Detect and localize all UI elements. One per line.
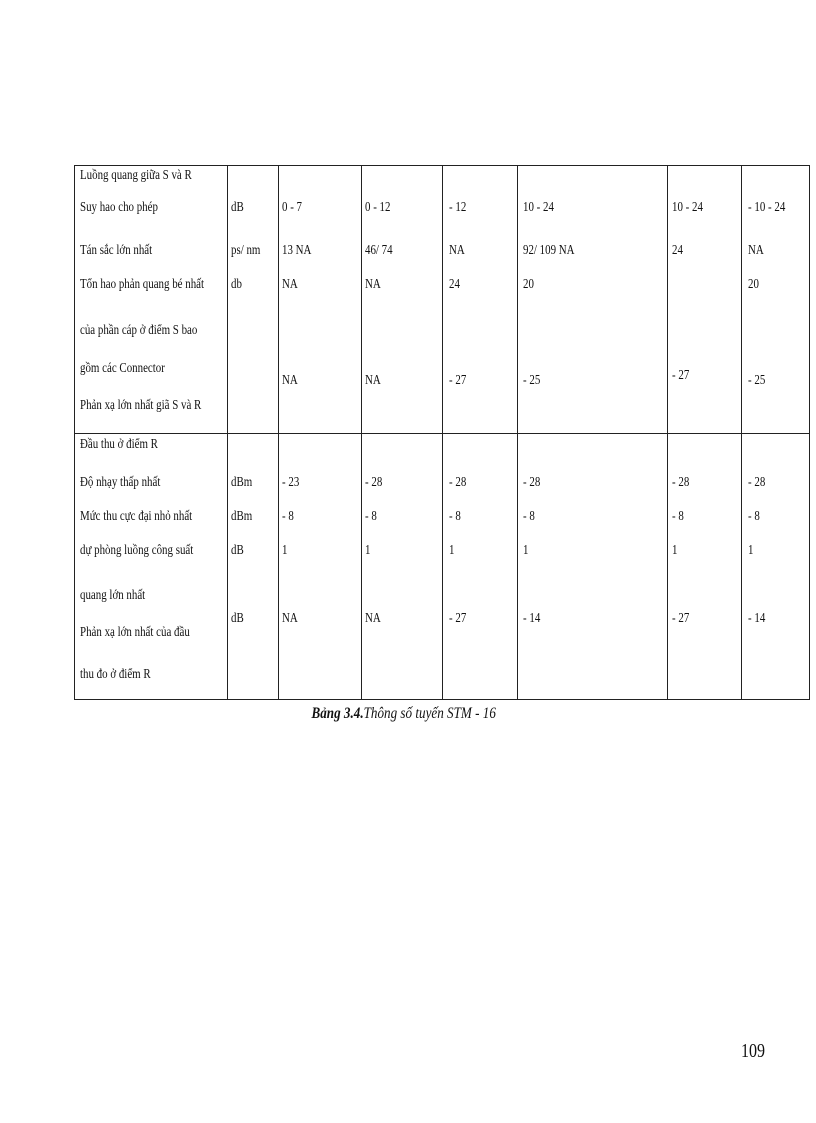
value-cell: - 27 bbox=[672, 611, 690, 626]
value-cell: NA bbox=[282, 611, 298, 626]
value-cell: - 23 bbox=[282, 475, 300, 490]
value-cell: - 28 bbox=[449, 475, 467, 490]
row-label: Phản xạ lớn nhất giã S và R bbox=[80, 398, 202, 413]
column-divider bbox=[741, 166, 742, 699]
value-cell: - 27 bbox=[449, 611, 467, 626]
column-divider bbox=[442, 166, 443, 699]
value-cell: - 25 bbox=[523, 373, 541, 388]
value-cell: - 28 bbox=[672, 475, 690, 490]
value-cell: - 28 bbox=[748, 475, 766, 490]
row-label: quang lớn nhất bbox=[80, 588, 146, 603]
value-cell: - 28 bbox=[365, 475, 383, 490]
column-divider bbox=[278, 166, 279, 699]
value-cell: - 25 bbox=[748, 373, 766, 388]
row-label: Đầu thu ở điểm R bbox=[80, 437, 158, 452]
row-label: Luồng quang giữa S và R bbox=[80, 168, 192, 183]
value-cell: 1 bbox=[449, 543, 455, 558]
column-divider bbox=[361, 166, 362, 699]
caption-text: Thông số tuyến STM - 16 bbox=[363, 705, 496, 722]
value-cell: - 14 bbox=[748, 611, 766, 626]
value-cell: - 8 bbox=[449, 509, 461, 524]
row-label: Tổn hao phản quang bé nhất bbox=[80, 277, 205, 292]
column-divider bbox=[227, 166, 228, 699]
value-cell: - 8 bbox=[748, 509, 760, 524]
row-label: của phần cáp ở điểm S bao bbox=[80, 323, 198, 338]
value-cell: 24 bbox=[672, 243, 683, 258]
row-label: Độ nhạy thấp nhất bbox=[80, 475, 161, 490]
unit-cell: dBm bbox=[231, 509, 253, 524]
column-divider bbox=[667, 166, 668, 699]
unit-cell: dBm bbox=[231, 475, 253, 490]
unit-cell: dB bbox=[231, 200, 244, 215]
value-cell: 10 - 24 bbox=[672, 200, 703, 215]
page-number: 109 bbox=[741, 1040, 765, 1062]
unit-cell: db bbox=[231, 277, 242, 292]
unit-cell: dB bbox=[231, 611, 244, 626]
row-label: Tán sắc lớn nhất bbox=[80, 243, 153, 258]
value-cell: - 8 bbox=[365, 509, 377, 524]
column-divider bbox=[517, 166, 518, 699]
value-cell: NA bbox=[365, 277, 381, 292]
value-cell: 1 bbox=[523, 543, 529, 558]
value-cell: - 14 bbox=[523, 611, 541, 626]
stm16-parameter-table bbox=[74, 165, 810, 700]
value-cell: 46/ 74 bbox=[365, 243, 393, 258]
row-label: Phản xạ lớn nhất của đầu bbox=[80, 625, 190, 640]
value-cell: - 27 bbox=[449, 373, 467, 388]
value-cell: 10 - 24 bbox=[523, 200, 554, 215]
value-cell: - 10 - 24 bbox=[748, 200, 786, 215]
value-cell: - 27 bbox=[672, 368, 690, 383]
value-cell: 0 - 7 bbox=[282, 200, 303, 215]
value-cell: 24 bbox=[449, 277, 460, 292]
value-cell: 1 bbox=[748, 543, 754, 558]
value-cell: NA bbox=[449, 243, 465, 258]
value-cell: - 8 bbox=[672, 509, 684, 524]
row-label: dự phòng luồng công suất bbox=[80, 543, 194, 558]
value-cell: - 12 bbox=[449, 200, 467, 215]
row-label: thu đo ở điểm R bbox=[80, 667, 151, 682]
value-cell: 13 NA bbox=[282, 243, 312, 258]
value-cell: 20 bbox=[748, 277, 759, 292]
value-cell: - 28 bbox=[523, 475, 541, 490]
unit-cell: dB bbox=[231, 543, 244, 558]
value-cell: 92/ 109 NA bbox=[523, 243, 575, 258]
row-label: Mức thu cực đại nhỏ nhất bbox=[80, 509, 193, 524]
value-cell: NA bbox=[282, 277, 298, 292]
value-cell: 20 bbox=[523, 277, 534, 292]
row-label: gồm các Connector bbox=[80, 361, 165, 376]
value-cell: NA bbox=[282, 373, 298, 388]
table-caption bbox=[69, 705, 738, 723]
value-cell: 0 - 12 bbox=[365, 200, 391, 215]
value-cell: - 8 bbox=[523, 509, 535, 524]
value-cell: 1 bbox=[365, 543, 371, 558]
value-cell: 1 bbox=[672, 543, 678, 558]
unit-cell: ps/ nm bbox=[231, 243, 261, 258]
value-cell: - 8 bbox=[282, 509, 294, 524]
caption-label: Bảng 3.4. bbox=[311, 705, 364, 722]
value-cell: NA bbox=[748, 243, 764, 258]
value-cell: 1 bbox=[282, 543, 288, 558]
value-cell: NA bbox=[365, 611, 381, 626]
row-label: Suy hao cho phép bbox=[80, 200, 158, 215]
value-cell: NA bbox=[365, 373, 381, 388]
